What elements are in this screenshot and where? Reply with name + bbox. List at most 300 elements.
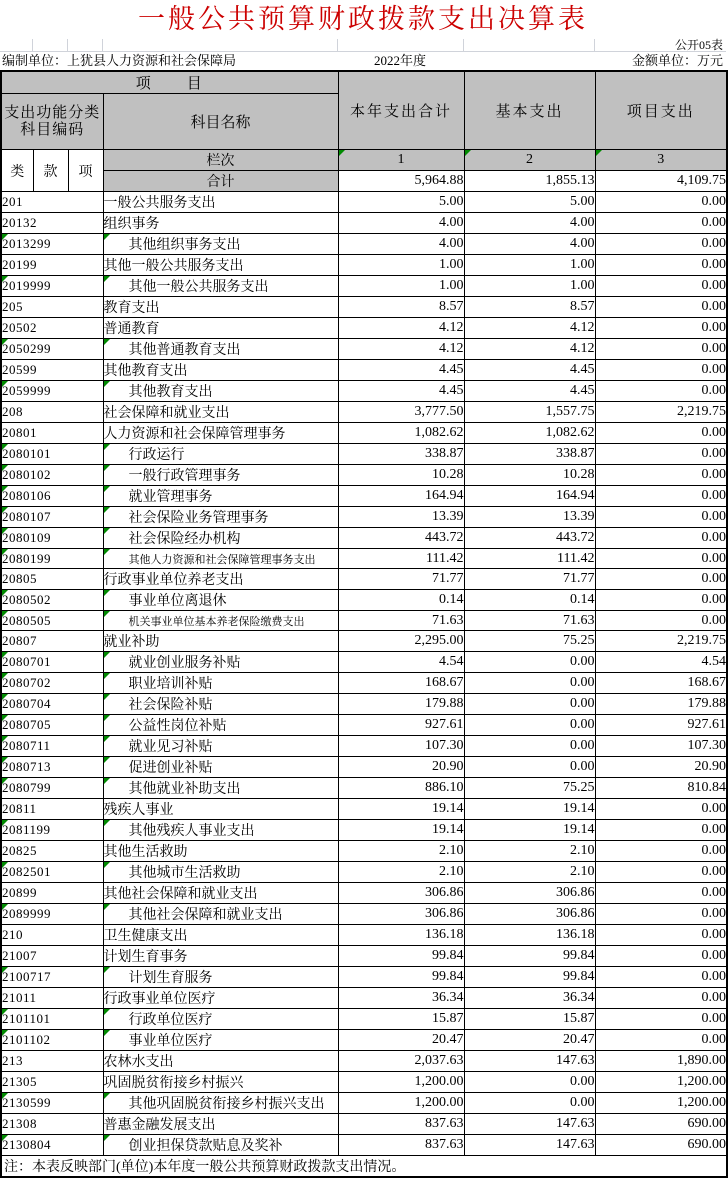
table-row	[1, 1114, 727, 1135]
corner-marker-icon	[2, 904, 8, 910]
value-cell: 0.00	[595, 465, 727, 486]
value-cell: 99.84	[338, 946, 464, 967]
value-cell: 179.88	[338, 694, 464, 715]
value-cell: 0.00	[595, 590, 727, 611]
value-cell: 3,777.50	[338, 402, 464, 423]
value-cell: 4.00	[464, 234, 595, 255]
value-cell: 0.00	[595, 569, 727, 590]
value-cell: 810.84	[595, 778, 727, 799]
value-cell: 4.00	[464, 213, 595, 234]
col-header-kuan: 款	[33, 150, 68, 192]
value-cell: 99.84	[338, 967, 464, 988]
value-cell: 107.30	[338, 736, 464, 757]
table-row	[1, 1072, 727, 1093]
name-cell: 创业担保贷款贴息及奖补	[103, 1135, 338, 1156]
code-cell: 2080199	[1, 549, 103, 569]
code-cell: 2080704	[1, 694, 103, 715]
code-cell: 2080701	[1, 652, 103, 673]
code-cell: 2080711	[1, 736, 103, 757]
col-header-lei: 类	[1, 150, 33, 192]
name-cell: 其他城市生活救助	[103, 862, 338, 883]
value-cell: 2,037.63	[338, 1051, 464, 1072]
col-header-total-expenditure: 本年支出合计	[338, 71, 464, 150]
corner-marker-icon	[2, 611, 8, 617]
code-cell: 20132	[1, 213, 103, 234]
corner-marker-icon	[104, 1093, 110, 1099]
table-row	[1, 694, 727, 715]
table-row	[1, 276, 727, 297]
name-cell: 行政事业单位养老支出	[103, 569, 338, 590]
budget-table	[0, 70, 728, 1178]
value-cell: 0.00	[595, 192, 727, 213]
value-cell: 36.34	[338, 988, 464, 1009]
value-cell: 306.86	[338, 904, 464, 925]
value-cell: 4.00	[338, 234, 464, 255]
code-cell: 2080109	[1, 528, 103, 549]
table-row	[1, 569, 727, 590]
name-cell: 行政单位医疗	[103, 1009, 338, 1030]
name-cell: 其他社会保障和就业支出	[103, 883, 338, 904]
code-cell: 20807	[1, 631, 103, 652]
col-header-project: 项 目	[1, 71, 338, 94]
value-cell: 0.14	[464, 590, 595, 611]
value-cell: 136.18	[464, 925, 595, 946]
value-cell: 4.45	[464, 360, 595, 381]
value-cell: 443.72	[464, 528, 595, 549]
amount-unit: 金额单位：万元	[631, 53, 723, 68]
table-row	[1, 423, 727, 444]
table-row	[1, 820, 727, 841]
table-row	[1, 673, 727, 694]
code-cell: 2080102	[1, 465, 103, 486]
corner-marker-icon	[2, 590, 8, 596]
total-value-cell: 5,964.88	[338, 171, 464, 192]
code-cell: 20811	[1, 799, 103, 820]
title-row	[0, 0, 726, 39]
name-cell: 就业见习补贴	[103, 736, 338, 757]
value-cell: 4.45	[338, 360, 464, 381]
corner-marker-icon	[2, 757, 8, 763]
value-cell: 0.00	[595, 799, 727, 820]
code-label-line2: 科目编码	[20, 121, 85, 138]
col-header-basic-expenditure: 基本支出	[464, 71, 595, 150]
corner-marker-icon	[2, 715, 8, 721]
corner-marker-icon	[104, 1030, 110, 1036]
name-cell: 其他一般公共服务支出	[103, 276, 338, 297]
code-cell: 2080107	[1, 507, 103, 528]
value-cell: 1,082.62	[338, 423, 464, 444]
name-cell: 计划生育事务	[103, 946, 338, 967]
corner-marker-icon	[2, 381, 8, 387]
corner-marker-icon	[104, 652, 110, 658]
header-row-lanci	[1, 150, 727, 171]
name-cell: 残疾人事业	[103, 799, 338, 820]
corner-marker-icon	[2, 1009, 8, 1015]
value-cell: 107.30	[595, 736, 727, 757]
value-cell: 36.34	[464, 988, 595, 1009]
value-cell: 1,200.00	[595, 1072, 727, 1093]
table-row	[1, 652, 727, 673]
corner-marker-icon	[104, 465, 110, 471]
code-cell: 2081199	[1, 820, 103, 841]
value-cell: 164.94	[338, 486, 464, 507]
table-row	[1, 631, 727, 652]
name-cell: 行政运行	[103, 444, 338, 465]
col-header-function-code	[1, 94, 103, 150]
col-number-1	[338, 150, 464, 171]
table-row	[1, 967, 727, 988]
table-row	[1, 402, 727, 423]
info-row	[0, 52, 726, 70]
corner-marker-icon	[2, 486, 8, 492]
table-row	[1, 736, 727, 757]
value-cell: 1,200.00	[595, 1093, 727, 1114]
name-cell: 教育支出	[103, 297, 338, 318]
name-cell: 巩固脱贫衔接乡村振兴	[103, 1072, 338, 1093]
value-cell: 19.14	[464, 799, 595, 820]
value-cell: 19.14	[338, 820, 464, 841]
table-row	[1, 1135, 727, 1156]
name-cell: 行政事业单位医疗	[103, 988, 338, 1009]
code-cell: 2080705	[1, 715, 103, 736]
value-cell: 147.63	[464, 1051, 595, 1072]
name-cell: 其他组织事务支出	[103, 234, 338, 255]
code-cell: 2082501	[1, 862, 103, 883]
corner-marker-icon	[2, 549, 8, 555]
code-cell: 2101102	[1, 1030, 103, 1051]
value-cell: 4.12	[338, 339, 464, 360]
code-cell: 20801	[1, 423, 103, 444]
code-cell: 2080799	[1, 778, 103, 799]
name-cell: 就业补助	[103, 631, 338, 652]
total-row	[1, 171, 727, 192]
name-cell: 社会保障和就业支出	[103, 402, 338, 423]
corner-marker-icon	[104, 507, 110, 513]
value-cell: 4.45	[338, 381, 464, 402]
table-row	[1, 213, 727, 234]
name-cell: 卫生健康支出	[103, 925, 338, 946]
table-row	[1, 925, 727, 946]
name-cell: 组织事务	[103, 213, 338, 234]
table-row	[1, 988, 727, 1009]
table-row	[1, 549, 727, 569]
value-cell: 0.00	[595, 444, 727, 465]
table-row	[1, 946, 727, 967]
value-cell: 20.47	[464, 1030, 595, 1051]
code-cell: 2019999	[1, 276, 103, 297]
value-cell: 0.00	[595, 611, 727, 631]
total-value-cell: 4,109.75	[595, 171, 727, 192]
name-cell: 其他普通教育支出	[103, 339, 338, 360]
value-cell: 1,557.75	[464, 402, 595, 423]
name-cell: 一般行政管理事务	[103, 465, 338, 486]
value-cell: 927.61	[338, 715, 464, 736]
value-cell: 0.00	[595, 820, 727, 841]
value-cell: 0.00	[595, 862, 727, 883]
value-cell: 4.54	[338, 652, 464, 673]
value-cell: 2.10	[464, 841, 595, 862]
value-cell: 0.00	[595, 297, 727, 318]
corner-marker-icon	[2, 234, 8, 240]
value-cell: 0.00	[595, 339, 727, 360]
code-cell: 213	[1, 1051, 103, 1072]
value-cell: 1.00	[464, 255, 595, 276]
name-cell: 社会保险业务管理事务	[103, 507, 338, 528]
value-cell: 0.00	[595, 423, 727, 444]
sheet-label: 公开05表	[674, 38, 723, 52]
code-cell: 20199	[1, 255, 103, 276]
name-cell: 其他就业补助支出	[103, 778, 338, 799]
corner-marker-icon	[104, 820, 110, 826]
name-cell: 就业创业服务补贴	[103, 652, 338, 673]
name-cell: 计划生育服务	[103, 967, 338, 988]
total-value-cell: 1,855.13	[464, 171, 595, 192]
value-cell: 927.61	[595, 715, 727, 736]
code-cell: 21308	[1, 1114, 103, 1135]
corner-marker-icon	[104, 444, 110, 450]
code-cell: 2100717	[1, 967, 103, 988]
code-cell: 2050299	[1, 339, 103, 360]
value-cell: 886.10	[338, 778, 464, 799]
value-cell: 0.00	[595, 255, 727, 276]
value-cell: 2.10	[464, 862, 595, 883]
value-cell: 2,295.00	[338, 631, 464, 652]
table-row	[1, 528, 727, 549]
code-cell: 208	[1, 402, 103, 423]
name-cell: 其他残疾人事业支出	[103, 820, 338, 841]
code-cell: 21007	[1, 946, 103, 967]
corner-marker-icon	[104, 694, 110, 700]
value-cell: 99.84	[464, 946, 595, 967]
table-row	[1, 611, 727, 631]
value-cell: 690.00	[595, 1114, 727, 1135]
code-cell: 210	[1, 925, 103, 946]
value-cell: 0.00	[464, 715, 595, 736]
name-cell: 其他巩固脱贫衔接乡村振兴支出	[103, 1093, 338, 1114]
value-cell: 168.67	[338, 673, 464, 694]
value-cell: 0.00	[595, 1009, 727, 1030]
value-cell: 19.14	[464, 820, 595, 841]
name-cell: 农林水支出	[103, 1051, 338, 1072]
corner-marker-icon	[104, 590, 110, 596]
code-cell: 2059999	[1, 381, 103, 402]
corner-marker-icon	[2, 673, 8, 679]
table-row	[1, 339, 727, 360]
value-cell: 13.39	[338, 507, 464, 528]
table-row	[1, 1030, 727, 1051]
value-cell: 168.67	[595, 673, 727, 694]
corner-marker-icon	[2, 1093, 8, 1099]
code-cell: 20805	[1, 569, 103, 590]
table-row	[1, 234, 727, 255]
value-cell: 0.00	[595, 1030, 727, 1051]
name-cell: 机关事业单位基本养老保险缴费支出	[103, 611, 338, 631]
value-cell: 71.77	[464, 569, 595, 590]
value-cell: 147.63	[464, 1135, 595, 1156]
note-text: 注：本表反映部门(单位)本年度一般公共预算财政拨款支出情况。	[1, 1156, 727, 1178]
value-cell: 4.00	[338, 213, 464, 234]
name-cell: 普惠金融发展支出	[103, 1114, 338, 1135]
table-row	[1, 444, 727, 465]
table-row	[1, 883, 727, 904]
code-cell: 201	[1, 192, 103, 213]
value-cell: 4.12	[464, 318, 595, 339]
col-header-xiang: 项	[68, 150, 103, 192]
name-cell: 职业培训补贴	[103, 673, 338, 694]
corner-marker-icon	[2, 507, 8, 513]
value-cell: 0.00	[595, 381, 727, 402]
value-cell: 0.00	[595, 925, 727, 946]
value-cell: 0.00	[464, 694, 595, 715]
corner-marker-icon	[465, 150, 471, 156]
value-cell: 0.00	[595, 946, 727, 967]
value-cell: 0.00	[464, 757, 595, 778]
value-cell: 4.45	[464, 381, 595, 402]
code-cell: 2101101	[1, 1009, 103, 1030]
value-cell: 0.00	[595, 213, 727, 234]
col-header-project-expenditure: 项目支出	[595, 71, 727, 150]
corner-marker-icon	[104, 757, 110, 763]
code-cell: 2080713	[1, 757, 103, 778]
table-row	[1, 318, 727, 339]
value-cell: 837.63	[338, 1135, 464, 1156]
value-cell: 0.00	[595, 507, 727, 528]
value-cell: 8.57	[464, 297, 595, 318]
page-title: 一般公共预算财政拨款支出决算表	[138, 4, 588, 34]
corner-marker-icon	[104, 778, 110, 784]
name-cell: 促进创业补贴	[103, 757, 338, 778]
name-cell: 其他教育支出	[103, 360, 338, 381]
value-cell: 0.00	[595, 841, 727, 862]
table-row	[1, 904, 727, 925]
value-cell: 4.12	[464, 339, 595, 360]
code-label-line1: 支出功能分类	[4, 104, 101, 121]
value-cell: 306.86	[464, 883, 595, 904]
value-cell: 338.87	[464, 444, 595, 465]
table-row	[1, 465, 727, 486]
code-cell: 20599	[1, 360, 103, 381]
table-row	[1, 862, 727, 883]
corner-marker-icon	[2, 736, 8, 742]
name-cell: 其他人力资源和社会保障管理事务支出	[103, 549, 338, 569]
table-row	[1, 778, 727, 799]
value-cell: 8.57	[338, 297, 464, 318]
code-cell: 20899	[1, 883, 103, 904]
corner-marker-icon	[104, 904, 110, 910]
value-cell: 5.00	[464, 192, 595, 213]
value-cell: 71.63	[464, 611, 595, 631]
value-cell: 15.87	[338, 1009, 464, 1030]
value-cell: 0.00	[464, 736, 595, 757]
fiscal-year: 2022年度	[373, 53, 426, 68]
col-header-subject-name: 科目名称	[103, 94, 338, 150]
name-cell: 一般公共服务支出	[103, 192, 338, 213]
corner-marker-icon	[2, 694, 8, 700]
name-cell: 事业单位医疗	[103, 1030, 338, 1051]
value-cell: 0.00	[595, 528, 727, 549]
value-cell: 179.88	[595, 694, 727, 715]
value-cell: 2,219.75	[595, 402, 727, 423]
table-row	[1, 381, 727, 402]
value-cell: 0.00	[595, 883, 727, 904]
value-cell: 1.00	[338, 255, 464, 276]
code-cell: 2080505	[1, 611, 103, 631]
value-cell: 0.00	[595, 549, 727, 569]
corner-marker-icon	[2, 820, 8, 826]
code-cell: 205	[1, 297, 103, 318]
value-cell: 1.00	[338, 276, 464, 297]
value-cell: 10.28	[338, 465, 464, 486]
value-cell: 99.84	[464, 967, 595, 988]
value-cell: 837.63	[338, 1114, 464, 1135]
name-cell: 普通教育	[103, 318, 338, 339]
value-cell: 0.00	[595, 967, 727, 988]
gridline	[463, 39, 464, 51]
total-label: 合计	[103, 171, 338, 192]
table-row	[1, 757, 727, 778]
corner-marker-icon	[2, 276, 8, 282]
value-cell: 0.14	[338, 590, 464, 611]
corner-marker-icon	[2, 1030, 8, 1036]
value-cell: 10.28	[464, 465, 595, 486]
value-cell: 20.47	[338, 1030, 464, 1051]
code-cell: 2130599	[1, 1093, 103, 1114]
value-cell: 2.10	[338, 841, 464, 862]
value-cell: 690.00	[595, 1135, 727, 1156]
code-cell: 2013299	[1, 234, 103, 255]
value-cell: 147.63	[464, 1114, 595, 1135]
code-cell: 20502	[1, 318, 103, 339]
value-cell: 0.00	[595, 360, 727, 381]
code-cell: 2080106	[1, 486, 103, 507]
table-row	[1, 799, 727, 820]
col-number-3	[595, 150, 727, 171]
table-row	[1, 715, 727, 736]
table-row	[1, 590, 727, 611]
name-cell: 公益性岗位补贴	[103, 715, 338, 736]
name-cell: 其他社会保障和就业支出	[103, 904, 338, 925]
value-cell: 443.72	[338, 528, 464, 549]
table-row	[1, 486, 727, 507]
table-row	[1, 507, 727, 528]
value-cell: 0.00	[464, 673, 595, 694]
corner-marker-icon	[339, 150, 345, 156]
value-cell: 71.77	[338, 569, 464, 590]
col-number-label: 2	[526, 152, 534, 167]
code-cell: 2080502	[1, 590, 103, 611]
value-cell: 0.00	[595, 276, 727, 297]
value-cell: 13.39	[464, 507, 595, 528]
value-cell: 136.18	[338, 925, 464, 946]
value-cell: 2,219.75	[595, 631, 727, 652]
corner-marker-icon	[104, 381, 110, 387]
code-cell: 21305	[1, 1072, 103, 1093]
value-cell: 306.86	[464, 904, 595, 925]
value-cell: 1,200.00	[338, 1093, 464, 1114]
value-cell: 75.25	[464, 631, 595, 652]
value-cell: 0.00	[464, 652, 595, 673]
table-row	[1, 297, 727, 318]
value-cell: 164.94	[464, 486, 595, 507]
code-cell: 2080101	[1, 444, 103, 465]
value-cell: 15.87	[464, 1009, 595, 1030]
value-cell: 0.00	[595, 318, 727, 339]
corner-marker-icon	[104, 715, 110, 721]
corner-marker-icon	[2, 778, 8, 784]
value-cell: 338.87	[338, 444, 464, 465]
corner-marker-icon	[104, 736, 110, 742]
corner-marker-icon	[104, 486, 110, 492]
